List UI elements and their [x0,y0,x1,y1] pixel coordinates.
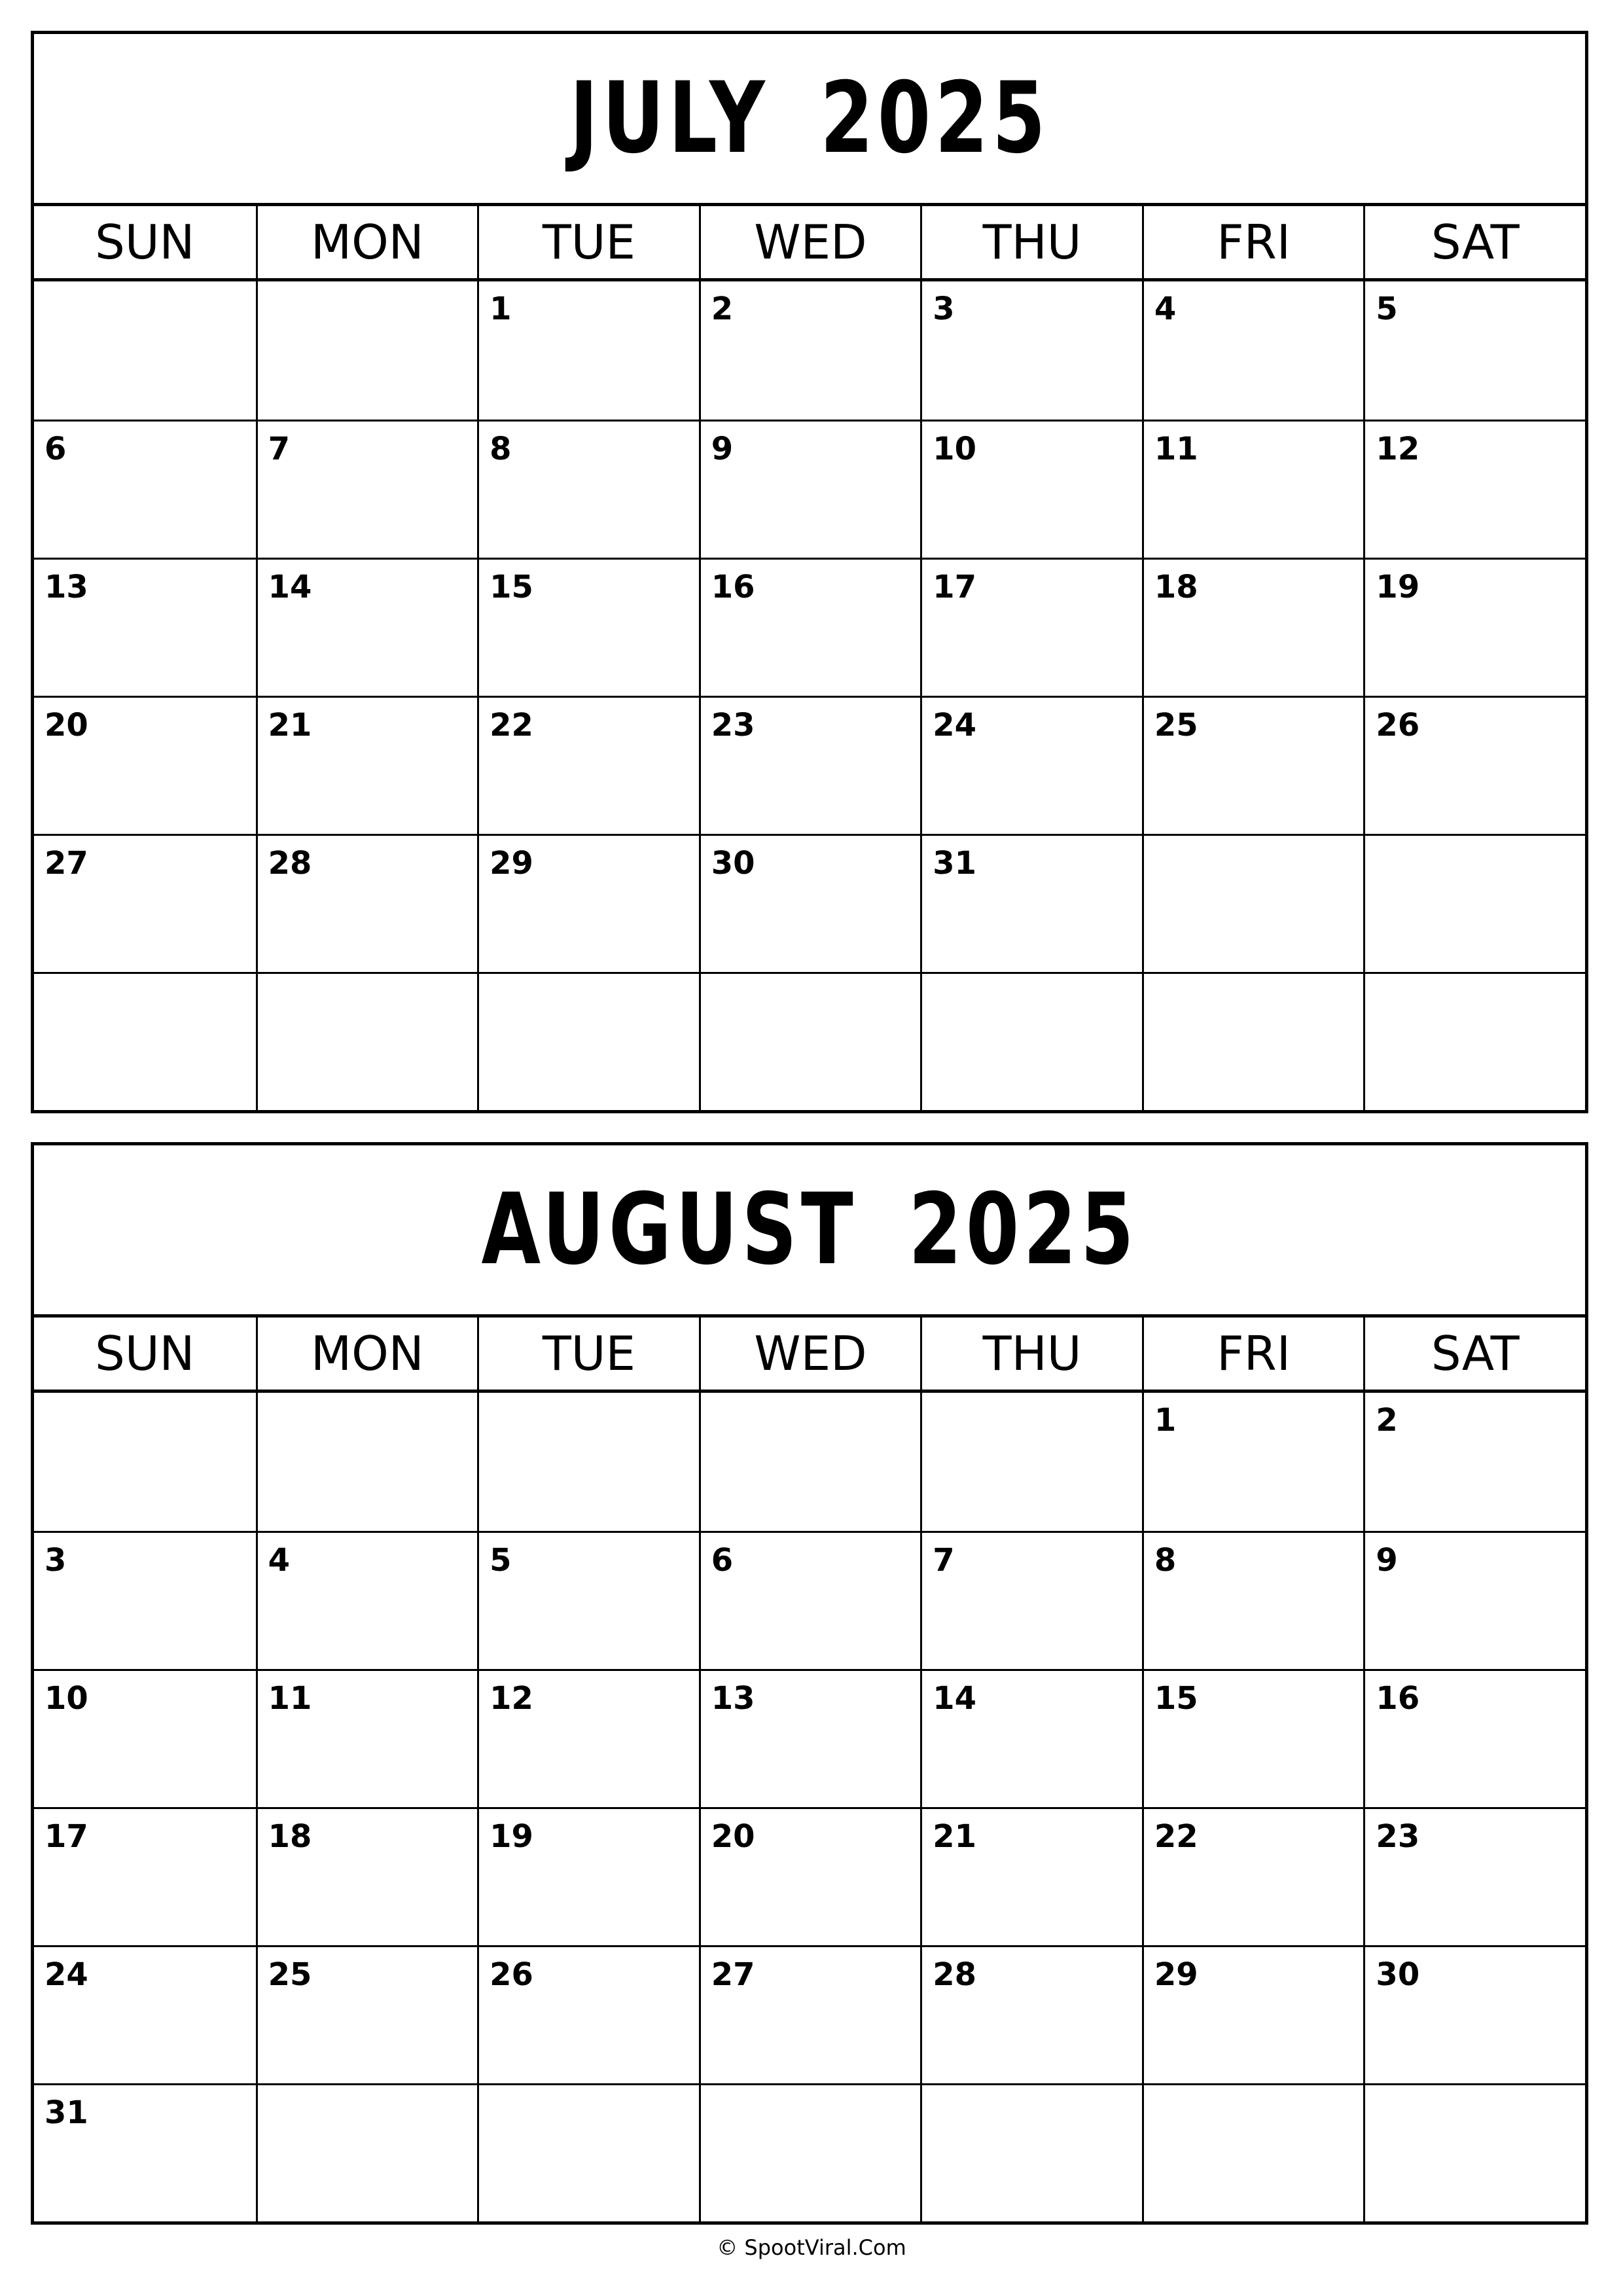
day-cell [256,696,478,834]
day-cell [477,972,699,1110]
day-number: 30 [1376,1956,1420,1993]
day-number: 15 [490,569,533,605]
day-cell [1142,972,1364,1110]
day-cell [1363,558,1585,696]
day-cell [1363,834,1585,972]
day-number: 8 [490,431,512,467]
day-cell [34,1393,256,1531]
day-cell [1142,558,1364,696]
day-cell [920,1393,1142,1531]
day-number: 13 [711,1680,755,1717]
day-cell [1363,696,1585,834]
copyright-footer: © SpootViral.Com [717,2235,906,2260]
day-cell [920,1669,1142,1807]
weekday-sat: SAT [1363,206,1585,278]
day-cell [920,972,1142,1110]
day-cell [699,1807,921,1945]
day-number: 9 [1376,1542,1398,1579]
day-cell [699,558,921,696]
day-cell [920,420,1142,558]
day-number: 17 [933,569,977,605]
day-number: 7 [268,431,290,467]
day-number: 6 [711,1542,734,1579]
weekday-wed: WED [699,206,921,278]
day-number: 7 [933,1542,955,1579]
day-cell [699,834,921,972]
day-cell [256,1807,478,1945]
day-cell [256,1393,478,1531]
calendar-title-bar [34,34,1585,206]
day-number: 10 [45,1680,88,1717]
day-cell [34,1945,256,2083]
day-number: 27 [45,845,88,882]
day-number: 23 [711,707,755,744]
day-cell [34,1669,256,1807]
day-number: 4 [1154,291,1177,327]
august-calendar [31,1142,1588,2225]
day-cell [477,558,699,696]
day-number: 14 [268,569,312,605]
day-number: 1 [490,291,512,327]
day-number: 2 [711,291,734,327]
day-cell [1142,834,1364,972]
day-number: 27 [711,1956,755,1993]
day-number: 3 [45,1542,67,1579]
day-number: 25 [1154,707,1198,744]
day-cell [1142,2083,1364,2221]
day-cell [477,1669,699,1807]
day-number: 3 [933,291,955,327]
day-number: 11 [268,1680,312,1717]
day-cell [1363,1393,1585,1531]
calendar-title-bar [34,1145,1585,1318]
day-cell [920,2083,1142,2221]
day-cell [477,834,699,972]
day-cell [699,1945,921,2083]
day-number: 24 [933,707,977,744]
day-cell [256,420,478,558]
day-cell [699,281,921,420]
day-cell [699,2083,921,2221]
day-number: 22 [490,707,533,744]
day-cell [256,1669,478,1807]
day-number: 21 [933,1818,977,1855]
day-number: 11 [1154,431,1198,467]
day-number: 8 [1154,1542,1177,1579]
day-cell [1142,1393,1364,1531]
day-number: 9 [711,431,734,467]
day-number: 18 [268,1818,312,1855]
day-cell [1142,1945,1364,2083]
day-number: 10 [933,431,977,467]
day-cell [1142,1531,1364,1669]
day-number: 6 [45,431,67,467]
day-cell [699,1393,921,1531]
day-cell [477,281,699,420]
weekday-tue: TUE [477,206,699,278]
day-cell [1142,1669,1364,1807]
weekday-thu: THU [920,206,1142,278]
day-cell [256,558,478,696]
day-number: 20 [45,707,88,744]
day-number: 25 [268,1956,312,1993]
day-number: 12 [490,1680,533,1717]
day-number: 31 [45,2094,88,2131]
day-cell [1363,420,1585,558]
day-cell [699,972,921,1110]
day-cell [256,972,478,1110]
weekday-sun: SUN [95,215,195,270]
day-number: 17 [45,1818,88,1855]
day-number: 31 [933,845,977,882]
day-cell [34,1531,256,1669]
day-number: 15 [1154,1680,1198,1717]
weekday-sat: SAT [1363,1318,1585,1390]
day-cell [477,1807,699,1945]
day-grid [34,281,1585,1110]
day-cell [477,696,699,834]
day-cell [920,558,1142,696]
day-number: 12 [1376,431,1420,467]
weekday-mon: MON [256,1318,478,1390]
weekday-sun: SUN [95,1326,195,1381]
day-number: 13 [45,569,88,605]
day-cell [920,281,1142,420]
month-title: AUGUST 2025 [481,1173,1138,1287]
weekday-fri: FRI [1142,1318,1364,1390]
day-number: 14 [933,1680,977,1717]
day-number: 5 [1376,291,1398,327]
day-cell [920,1945,1142,2083]
day-number: 20 [711,1818,755,1855]
day-cell [34,834,256,972]
day-number: 22 [1154,1818,1198,1855]
weekday-thu: THU [920,1318,1142,1390]
day-number: 21 [268,707,312,744]
day-number: 2 [1376,1402,1398,1439]
day-number: 16 [1376,1680,1420,1717]
day-cell [699,1531,921,1669]
july-calendar [31,31,1588,1113]
day-number: 23 [1376,1818,1420,1855]
day-cell [699,420,921,558]
day-number: 19 [490,1818,533,1855]
day-number: 24 [45,1956,88,1993]
day-cell [477,1531,699,1669]
day-cell [477,1945,699,2083]
day-cell [920,834,1142,972]
day-number: 18 [1154,569,1198,605]
day-number: 19 [1376,569,1420,605]
day-cell [34,696,256,834]
day-cell [256,834,478,972]
day-number: 29 [1154,1956,1198,1993]
day-cell [1363,1945,1585,2083]
day-cell [699,1669,921,1807]
day-cell [1363,281,1585,420]
day-cell [1363,1531,1585,1669]
day-number: 1 [1154,1402,1177,1439]
day-grid [34,1393,1585,2221]
weekday-header-row [34,1318,1585,1393]
day-cell [34,281,256,420]
day-cell [1363,2083,1585,2221]
day-cell [34,1807,256,1945]
day-number: 29 [490,845,533,882]
day-cell [699,696,921,834]
weekday-wed: WED [699,1318,921,1390]
day-number: 30 [711,845,755,882]
weekday-mon: MON [256,206,478,278]
day-cell [920,696,1142,834]
day-number: 4 [268,1542,290,1579]
day-number: 26 [490,1956,533,1993]
day-cell [1142,1807,1364,1945]
day-cell [1363,972,1585,1110]
day-number: 5 [490,1542,512,1579]
day-cell [1363,1669,1585,1807]
day-number: 16 [711,569,755,605]
day-number: 28 [933,1956,977,1993]
day-cell [34,420,256,558]
day-cell [1142,420,1364,558]
day-cell [256,1945,478,2083]
day-cell [34,2083,256,2221]
day-cell [34,558,256,696]
month-title: JULY 2025 [569,62,1050,175]
day-number: 28 [268,845,312,882]
day-cell [34,972,256,1110]
day-cell [477,2083,699,2221]
day-cell [477,1393,699,1531]
weekday-tue: TUE [477,1318,699,1390]
day-cell [477,420,699,558]
weekday-fri: FRI [1142,206,1364,278]
day-cell [256,281,478,420]
day-cell [920,1807,1142,1945]
day-cell [256,1531,478,1669]
day-cell [920,1531,1142,1669]
day-cell [1142,281,1364,420]
day-number: 26 [1376,707,1420,744]
day-cell [1363,1807,1585,1945]
day-cell [1142,696,1364,834]
day-cell [256,2083,478,2221]
weekday-header-row [34,206,1585,281]
